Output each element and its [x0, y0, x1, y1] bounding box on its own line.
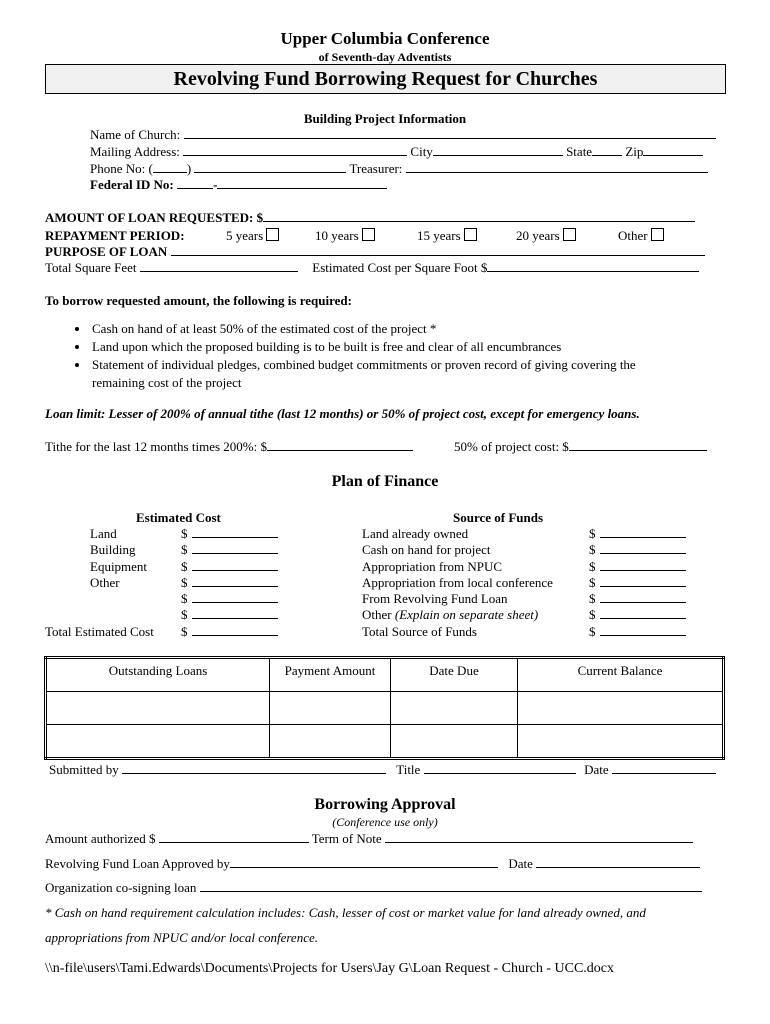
table-row — [46, 692, 724, 725]
project-info-heading: Building Project Information — [303, 111, 467, 126]
source-funds-fields — [589, 526, 686, 640]
option-5-years[interactable] — [226, 228, 279, 244]
city-label: City — [410, 144, 433, 159]
dollar-sign: $ — [181, 526, 188, 541]
mailing-address-label: Mailing Address: — [90, 144, 180, 159]
src-revolving-field[interactable] — [600, 591, 686, 603]
mailing-row — [90, 144, 703, 160]
purpose-field[interactable] — [171, 244, 705, 256]
approval-date-label: Date — [508, 856, 533, 871]
option-20-label: 20 years — [516, 228, 560, 243]
submitted-by-field[interactable] — [122, 762, 386, 774]
requirements-list — [46, 320, 730, 392]
estimated-cost-fields — [181, 526, 278, 640]
submit-date-field[interactable] — [612, 762, 716, 774]
est-land-field[interactable] — [192, 526, 278, 538]
dollar-sign: $ — [589, 623, 596, 639]
cosign-row — [45, 880, 702, 896]
dollar-sign: $ — [589, 558, 596, 574]
table-cell[interactable] — [46, 725, 270, 759]
church-name-field[interactable] — [184, 127, 716, 139]
requirement-item: • Statement of individual pledges, combined budget commitments or proven record of giving covering the remaining cost of the project — [90, 356, 682, 392]
dollar-sign: $ — [181, 558, 188, 574]
est-item-label: Other — [90, 574, 120, 590]
zip-label: Zip — [625, 144, 644, 159]
estimated-cost-heading: Estimated Cost — [136, 510, 221, 525]
src-item-label: Other — [362, 607, 395, 623]
checkbox-20-years[interactable] — [563, 228, 576, 241]
org-subtitle: of Seventh-day Adventists — [318, 50, 452, 64]
amount-authorized-label: Amount authorized $ — [45, 831, 156, 846]
fifty-percent-field[interactable] — [569, 439, 707, 451]
sqft-label: Total Square Feet — [45, 260, 137, 275]
approval-heading: Borrowing Approval — [314, 796, 456, 813]
finance-heading: Plan of Finance — [331, 473, 439, 490]
federal-id-row: Federal ID No: - — [90, 177, 387, 193]
dollar-sign: $ — [181, 591, 188, 607]
option-15-label: 15 years — [417, 228, 461, 243]
area-code-field[interactable] — [153, 161, 187, 173]
src-total-label: Total Source of Funds — [362, 623, 477, 639]
table-cell[interactable] — [270, 692, 391, 725]
city-field[interactable] — [433, 144, 563, 156]
loan-limit-note: Loan limit: Lesser of 200% of annual tithe (last 12 months) or 50% of project cost, except for emergency loans. — [45, 406, 640, 421]
loan-amount-row — [45, 210, 695, 226]
approved-by-label: Revolving Fund Loan Approved by — [45, 856, 230, 871]
est-item-label: Land — [90, 526, 117, 541]
sqft-field[interactable] — [140, 260, 298, 272]
estimated-cost-labels — [90, 526, 147, 591]
loan-amount-field[interactable] — [263, 210, 695, 222]
option-10-label: 10 years — [315, 228, 359, 243]
dollar-sign: $ — [181, 574, 188, 590]
repayment-row — [45, 228, 185, 244]
phone-row — [90, 161, 708, 177]
tithe-row — [45, 439, 413, 455]
source-funds-heading: Source of Funds — [453, 510, 544, 525]
est-extra-field[interactable] — [192, 591, 278, 603]
church-name-row — [90, 127, 716, 143]
src-local-field[interactable] — [600, 575, 686, 587]
checkbox-5-years[interactable] — [266, 228, 279, 241]
option-other-label: Other — [618, 228, 648, 243]
src-item-label: Appropriation from local conference — [362, 574, 553, 590]
src-cash-field[interactable] — [600, 542, 686, 554]
table-cell[interactable] — [270, 725, 391, 759]
requirement-item: • Land upon which the proposed building is to be built is free and clear of all encumbrances — [90, 338, 730, 356]
outstanding-loans-table — [44, 656, 725, 760]
est-extra-field[interactable] — [192, 607, 278, 619]
approval-date-field[interactable] — [536, 856, 700, 868]
table-cell[interactable] — [518, 692, 724, 725]
dollar-sign: $ — [589, 591, 596, 607]
total-estimated-label: Total Estimated Cost — [45, 624, 154, 639]
option-other[interactable] — [618, 228, 664, 244]
tithe-label: Tithe for the last 12 months times 200%: $ — [45, 439, 267, 454]
option-20-years[interactable] — [516, 228, 576, 244]
src-item-label: Cash on hand for project — [362, 542, 491, 558]
table-cell[interactable] — [391, 692, 518, 725]
dollar-sign: $ — [181, 542, 188, 558]
dollar-sign: $ — [181, 607, 188, 623]
dollar-sign: $ — [181, 623, 188, 639]
est-building-field[interactable] — [192, 542, 278, 554]
federal-id-field[interactable] — [217, 177, 387, 189]
requirements-heading: To borrow requested amount, the following is required: — [45, 293, 352, 308]
col-payment-amount: Payment Amount — [270, 658, 391, 692]
fifty-percent-label: 50% of project cost: $ — [454, 439, 569, 454]
cosign-label: Organization co-signing loan — [45, 880, 197, 895]
approved-by-field[interactable] — [230, 856, 498, 868]
submitted-by-label: Submitted by — [49, 762, 119, 777]
approval-note: (Conference use only) — [332, 815, 438, 829]
loan-amount-label: AMOUNT OF LOAN REQUESTED: $ — [45, 210, 264, 225]
table-cell[interactable] — [518, 725, 724, 759]
checkbox-other[interactable] — [651, 228, 664, 241]
file-path-footer: \\n-file\users\Tami.Edwards\Documents\Projects for Users\Jay G\Loan Request - Church - UCC.docx — [45, 961, 615, 976]
treasurer-field[interactable] — [406, 161, 708, 173]
footnote-line-1: * Cash on hand requirement calculation includes: Cash, lesser of cost or market value for land already owned, and — [45, 905, 646, 920]
src-total-field[interactable] — [600, 624, 686, 636]
col-outstanding-loans: Outstanding Loans — [46, 658, 270, 692]
table-header-row — [46, 658, 724, 692]
src-item-label: Land already owned — [362, 526, 469, 541]
amount-authorized-row — [45, 831, 693, 847]
option-15-years[interactable] — [417, 228, 477, 244]
term-field[interactable] — [385, 831, 693, 843]
dollar-sign: $ — [589, 542, 596, 558]
org-name: Upper Columbia Conference — [280, 29, 490, 48]
table-row — [46, 725, 724, 759]
src-item-label: From Revolving Fund Loan — [362, 591, 508, 607]
table-cell[interactable] — [391, 725, 518, 759]
purpose-label: PURPOSE OF LOAN — [45, 244, 168, 259]
col-date-due: Date Due — [391, 658, 518, 692]
phone-label: Phone No: ( — [90, 161, 153, 176]
src-other-field[interactable] — [600, 607, 686, 619]
form-title: Revolving Fund Borrowing Request for Churches — [45, 64, 726, 94]
federal-id-label: Federal ID No: — [90, 177, 174, 192]
col-current-balance: Current Balance — [518, 658, 724, 692]
amount-authorized-field[interactable] — [159, 831, 309, 843]
cosign-field[interactable] — [200, 880, 702, 892]
option-5-label: 5 years — [226, 228, 264, 243]
phone-paren: ) — [186, 161, 192, 176]
table-cell[interactable] — [46, 692, 270, 725]
cost-sqft-label: Estimated Cost per Square Foot $ — [312, 260, 488, 275]
submitted-row — [49, 762, 716, 778]
repayment-label: REPAYMENT PERIOD: — [45, 228, 185, 243]
src-npuc-field[interactable] — [600, 559, 686, 571]
cost-sqft-field[interactable] — [487, 260, 699, 272]
tithe-field[interactable] — [267, 439, 413, 451]
dollar-sign: $ — [589, 526, 596, 541]
option-10-years[interactable] — [315, 228, 375, 244]
dollar-sign: $ — [589, 574, 596, 590]
purpose-row — [45, 244, 705, 260]
src-land-field[interactable] — [600, 526, 686, 538]
title-label: Title — [396, 762, 421, 777]
est-equipment-field[interactable] — [192, 559, 278, 571]
sqft-row — [45, 260, 699, 276]
title-field[interactable] — [424, 762, 576, 774]
est-item-label: Equipment — [90, 558, 148, 574]
est-other-field[interactable] — [192, 575, 278, 587]
term-label: Term of Note — [311, 831, 382, 846]
est-item-label: Building — [90, 542, 136, 558]
mailing-address-field[interactable] — [183, 144, 407, 156]
approved-by-row — [45, 856, 700, 872]
zip-field[interactable] — [643, 144, 703, 156]
phone-field[interactable] — [194, 161, 346, 173]
checkbox-10-years[interactable] — [362, 228, 375, 241]
src-other-note: (Explain on separate sheet) — [394, 607, 539, 623]
federal-id-prefix-field[interactable] — [177, 177, 213, 189]
est-total-field[interactable] — [192, 624, 278, 636]
state-label: State — [566, 144, 593, 159]
checkbox-15-years[interactable] — [464, 228, 477, 241]
source-funds-labels — [362, 526, 553, 640]
treasurer-label: Treasurer: — [349, 161, 403, 176]
requirement-item: • Cash on hand of at least 50% of the estimated cost of the project * — [90, 320, 730, 338]
submit-date-label: Date — [584, 762, 609, 777]
src-item-label: Appropriation from NPUC — [362, 558, 503, 574]
state-field[interactable] — [592, 144, 622, 156]
church-name-label: Name of Church: — [90, 127, 181, 142]
fifty-percent-row — [454, 439, 707, 455]
dollar-sign: $ — [589, 607, 596, 623]
footnote-line-2: appropriations from NPUC and/or local conference. — [45, 930, 318, 945]
